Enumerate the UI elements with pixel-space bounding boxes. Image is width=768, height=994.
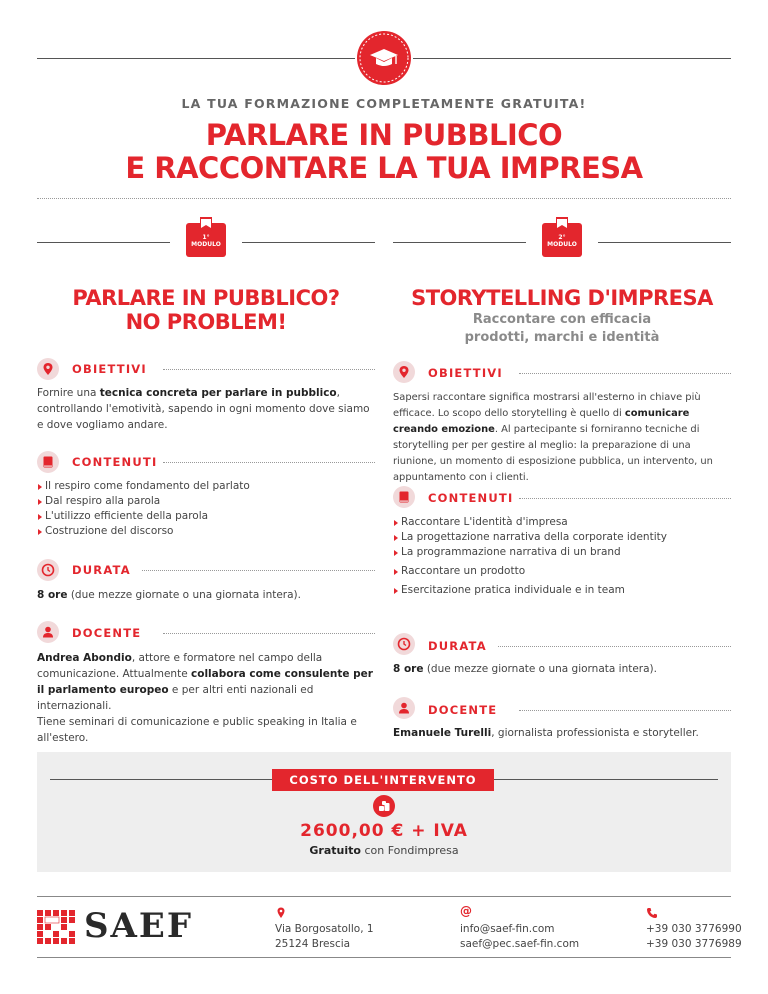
module2-obiettivi-heading: OBIETTIVI xyxy=(428,366,503,380)
module1-rule-right xyxy=(242,242,375,243)
module2-subtitle-line1: Raccontare con efficacia xyxy=(472,312,652,327)
saef-logo-text: SAEF xyxy=(84,906,193,946)
module1-docente-heading: DOCENTE xyxy=(72,626,142,640)
module1-contenuti-rule xyxy=(163,462,375,463)
module1-rule-left xyxy=(37,242,170,243)
footer-rule-bottom xyxy=(37,957,731,958)
list-item: L'utilizzo efficiente della parola xyxy=(37,509,375,524)
module1-title-line2: NO PROBLEM! xyxy=(125,310,287,334)
list-item: Esercitazione pratica individuale e in team xyxy=(393,583,733,598)
module2-contenuti-heading: CONTENUTI xyxy=(428,491,514,505)
module2-obiettivi-rule xyxy=(519,373,731,374)
email-at-icon: @ xyxy=(460,904,472,918)
module2-badge-word: MODULO xyxy=(547,241,577,248)
top-rule-left xyxy=(37,58,355,59)
module1-durata-rule xyxy=(142,570,375,571)
list-item: Raccontare un prodotto xyxy=(393,564,733,579)
module2-rule-right xyxy=(598,242,731,243)
cost-label: COSTO DELL'INTERVENTO xyxy=(272,769,494,791)
module2-durata-rule xyxy=(498,646,731,647)
map-pin-icon xyxy=(393,361,415,383)
module2-durata-text: 8 ore (due mezze giornate o una giornata intera). xyxy=(393,663,657,675)
module2-contenuti-list xyxy=(393,515,733,560)
person-icon xyxy=(37,621,59,643)
phones xyxy=(646,922,742,952)
list-item: Il respiro come fondamento del parlato xyxy=(37,479,375,494)
list-item: Costruzione del discorso xyxy=(37,524,375,539)
list-item: Raccontare L'identità d'impresa xyxy=(393,515,733,530)
address-line1: Via Borgosatollo, 1 xyxy=(275,923,374,935)
module2-rule-left xyxy=(393,242,526,243)
module1-durata-text: 8 ore (due mezze giornate o una giornata intera). xyxy=(37,589,301,601)
module2-docente-heading: DOCENTE xyxy=(428,703,498,717)
price-note: Gratuito con Fondimpresa xyxy=(309,844,459,857)
module2-contenuti-list-extra xyxy=(393,564,733,579)
module1-obiettivi-text: Fornire una tecnica concreta per parlare in pubblico, controllando l'emotività, sapendo in ogni momento dove siamo e dove vogliamo andare. xyxy=(37,387,370,431)
module1-title-line1: PARLARE IN PUBBLICO? xyxy=(72,286,340,310)
person-icon xyxy=(393,697,415,719)
module2-title: STORYTELLING D'IMPRESA xyxy=(411,286,713,310)
phone2-link[interactable]: +39 030 3776989 xyxy=(646,938,742,950)
module1-badge-word: MODULO xyxy=(191,241,221,248)
clock-icon xyxy=(393,633,415,655)
main-title-line1: PARLARE IN PUBBLICO xyxy=(205,118,563,152)
main-title-line2: E RACCONTARE LA TUA IMPRESA xyxy=(125,151,643,185)
footer-rule-top xyxy=(37,896,731,897)
email-pec-link[interactable]: saef@pec.saef-fin.com xyxy=(460,938,580,950)
address xyxy=(275,922,374,952)
list-item: La programmazione narrativa di un brand xyxy=(393,545,733,560)
cost-rule-left xyxy=(50,779,272,780)
phone-icon xyxy=(646,907,658,919)
module1-badge-num: 1° xyxy=(202,234,210,241)
list-item: Dal respiro alla parola xyxy=(37,494,375,509)
module1-badge xyxy=(186,217,226,257)
module2-badge-num: 2° xyxy=(558,234,566,241)
price: 2600,00 € + IVA xyxy=(300,821,468,841)
module2-badge xyxy=(542,217,582,257)
address-line2: 25124 Brescia xyxy=(275,938,351,950)
email-info-link[interactable]: info@saef-fin.com xyxy=(460,923,555,935)
book-icon xyxy=(393,486,415,508)
tagline: LA TUA FORMAZIONE COMPLETAMENTE GRATUITA! xyxy=(181,96,587,111)
location-pin-icon xyxy=(275,907,287,919)
emails xyxy=(460,922,579,952)
module2-obiettivi-text: Sapersi raccontare significa mostrarsi all'esterno in chiave più efficace. Lo scopo dello storytelling è quello di comunicare creando emozione. Al partecipante si forniranno tecniche di storytelling per per gestire al meglio: la preparazione di una riunione, un momento di esposizione pubblica, un intervento, un appuntamento con i clienti. xyxy=(393,392,713,483)
module2-docente-rule xyxy=(519,710,731,711)
cost-rule-right xyxy=(494,779,718,780)
module2-contenuti-list-extra2 xyxy=(393,583,733,598)
module1-obiettivi-rule xyxy=(163,369,375,370)
module2-subtitle-line2: prodotti, marchi e identità xyxy=(464,330,660,345)
module2-durata-heading: DURATA xyxy=(428,639,487,653)
book-icon xyxy=(37,451,59,473)
module1-docente-rule xyxy=(163,633,375,634)
module1-contenuti-heading: CONTENUTI xyxy=(72,455,158,469)
map-pin-icon xyxy=(37,358,59,380)
module2-docente-text: Emanuele Turelli, giornalista professionista e storyteller. xyxy=(393,727,699,739)
module1-docente-text: Andrea Abondio, attore e formatore nel campo della comunicazione. Attualmente collabora come consulente per il parlamento europeo e per altri enti nazionali ed internazionali. Tiene seminari di comunicazione e public speaking in Italia e all'estero. xyxy=(37,652,373,744)
module2-contenuti-rule xyxy=(519,498,731,499)
title-divider xyxy=(37,198,731,199)
clock-icon xyxy=(37,559,59,581)
list-item: La progettazione narrativa della corporate identity xyxy=(393,530,733,545)
module1-obiettivi-heading: OBIETTIVI xyxy=(72,362,147,376)
top-rule-right xyxy=(413,58,731,59)
graduation-cap-icon xyxy=(356,30,412,86)
module1-durata-heading: DURATA xyxy=(72,563,131,577)
saef-logo-mark xyxy=(37,910,77,944)
coins-icon xyxy=(373,795,395,817)
module1-contenuti-list xyxy=(37,479,375,539)
phone1-link[interactable]: +39 030 3776990 xyxy=(646,923,742,935)
